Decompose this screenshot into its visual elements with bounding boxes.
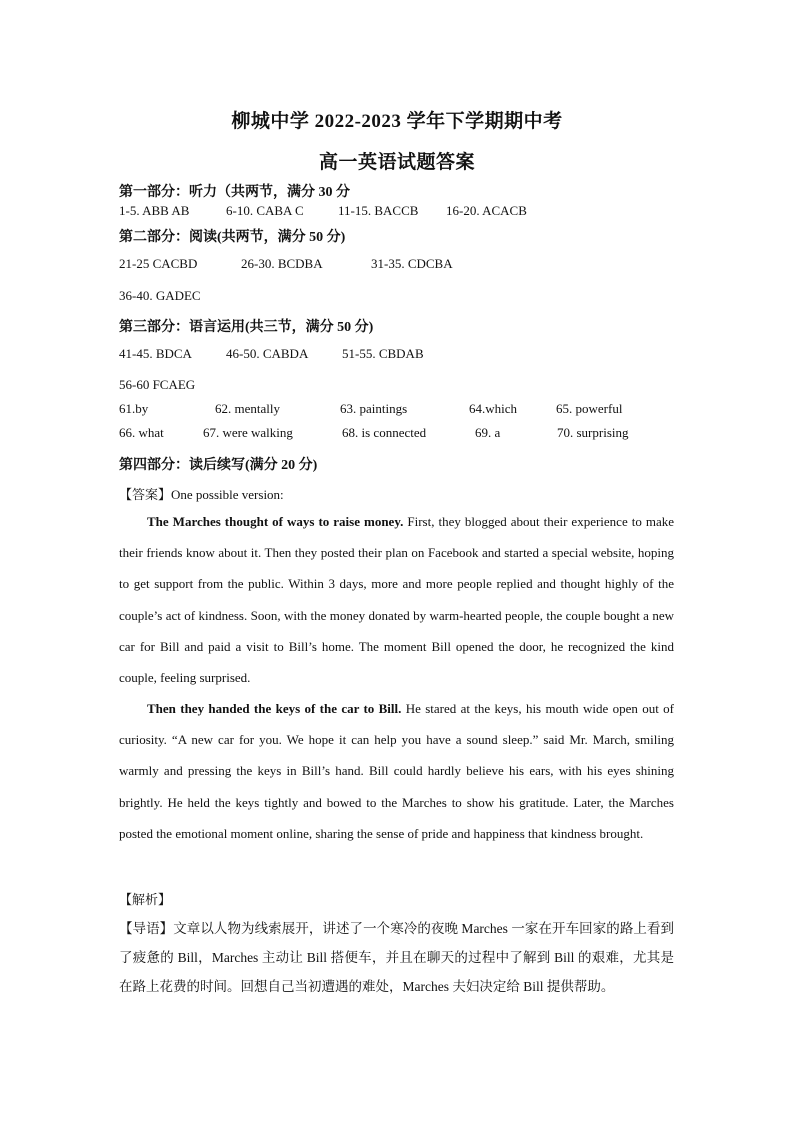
page-subtitle: 高一英语试题答案 (318, 152, 475, 173)
part2-header: 第二部分：阅读(共两节，满分 50 分) (119, 230, 346, 245)
fill-answer: 69. a (475, 425, 501, 440)
answer-group: 41-45. BDCA (119, 346, 192, 361)
paragraph-body: First, they blogged about their experience to make their friends know about it. Then they posted their plan on Facebook and started a special website, hoping to get support from the public. Within 3 days, more and more people replied and thought highly of the couple’s act of kindness. Soon, with the money donated by warm-hearted people, the couple bought a new car for Bill and paid a visit to Bill’s home. The moment Bill opened the door, he recognized the kind couple, feeling surprised. (119, 514, 674, 686)
essay-paragraph-1 (119, 506, 674, 693)
answer-group: 51-55. CBDAB (342, 346, 424, 361)
part2-answers-line2: 36-40. GADEC (119, 288, 201, 303)
fill-answer: 65. powerful (556, 401, 623, 416)
guide-text: 文章以人物为线索展开，讲述了一个寒冷的夜晚 Marches 一家在开车回家的路上看到了疲惫的 Bill，Marches 主动让 Bill 搭便车，并且在聊天的过程中了解到 Bill 的艰难，尤其是在路上花费的时间。回想自己当初遭遇的难处，Marches 夫妇决定给 Bill 提供帮助。 (119, 921, 675, 994)
paragraph-body: He stared at the keys, his mouth wide open out of curiosity. “A new car for you. We hope it can help you have a sound sleep.” said Mr. March, smiling warmly and pressing the keys in Bill’s hand. Bill could hardly believe his ears, with his eyes shining brightly. He held the keys tightly and bowed to the Marches to show his gratitude. Later, the Marches posted the emotional moment online, sharing the sense of pride and happiness that kindness brought. (119, 701, 675, 841)
answer-group: 21-25 CACBD (119, 256, 198, 271)
fill-answer: 62. mentally (215, 401, 280, 416)
fill-answer: 68. is connected (342, 425, 427, 440)
fill-answer: 64.which (469, 401, 518, 416)
guide-paragraph (119, 914, 674, 1001)
part3-answers-line2: 56-60 FCAEG (119, 377, 196, 392)
answer-group: 16-20. ACACB (446, 203, 527, 218)
paragraph-lead-sentence: Then they handed the keys of the car to Bill. (147, 701, 402, 716)
part3-header: 第三部分：语言运用(共三节，满分 50 分) (119, 320, 374, 335)
part4-header: 第四部分：读后续写(满分 20 分) (119, 458, 318, 473)
answer-group: 1-5. ABB AB (119, 203, 190, 218)
answer-label-line (119, 484, 284, 503)
answer-group: 11-15. BACCB (338, 203, 419, 218)
answer-group: 26-30. BCDBA (241, 256, 323, 271)
page-title: 柳城中学 2022-2023 学年下学期期中考 (231, 111, 563, 132)
fill-answer: 67. were walking (203, 425, 293, 440)
fill-answer: 63. paintings (340, 401, 408, 416)
part1-header: 第一部分：听力（共两节，满分 30 分 (119, 185, 350, 200)
guide-tag: 【导语】 (119, 921, 174, 936)
essay-paragraph-2 (119, 693, 674, 849)
paragraph-lead-sentence: The Marches thought of ways to raise money. (147, 514, 404, 529)
answer-group: 6-10. CABA C (226, 203, 304, 218)
answer-intro: One possible version: (171, 487, 284, 502)
fill-answer: 61.by (119, 401, 149, 416)
answer-group: 46-50. CABDA (226, 346, 309, 361)
fill-answer: 70. surprising (557, 425, 629, 440)
fill-answer: 66. what (119, 425, 164, 440)
answer-group: 31-35. CDCBA (371, 256, 453, 271)
answer-tag: 【答案】 (119, 487, 172, 502)
analysis-tag: 【解析】 (119, 892, 172, 907)
